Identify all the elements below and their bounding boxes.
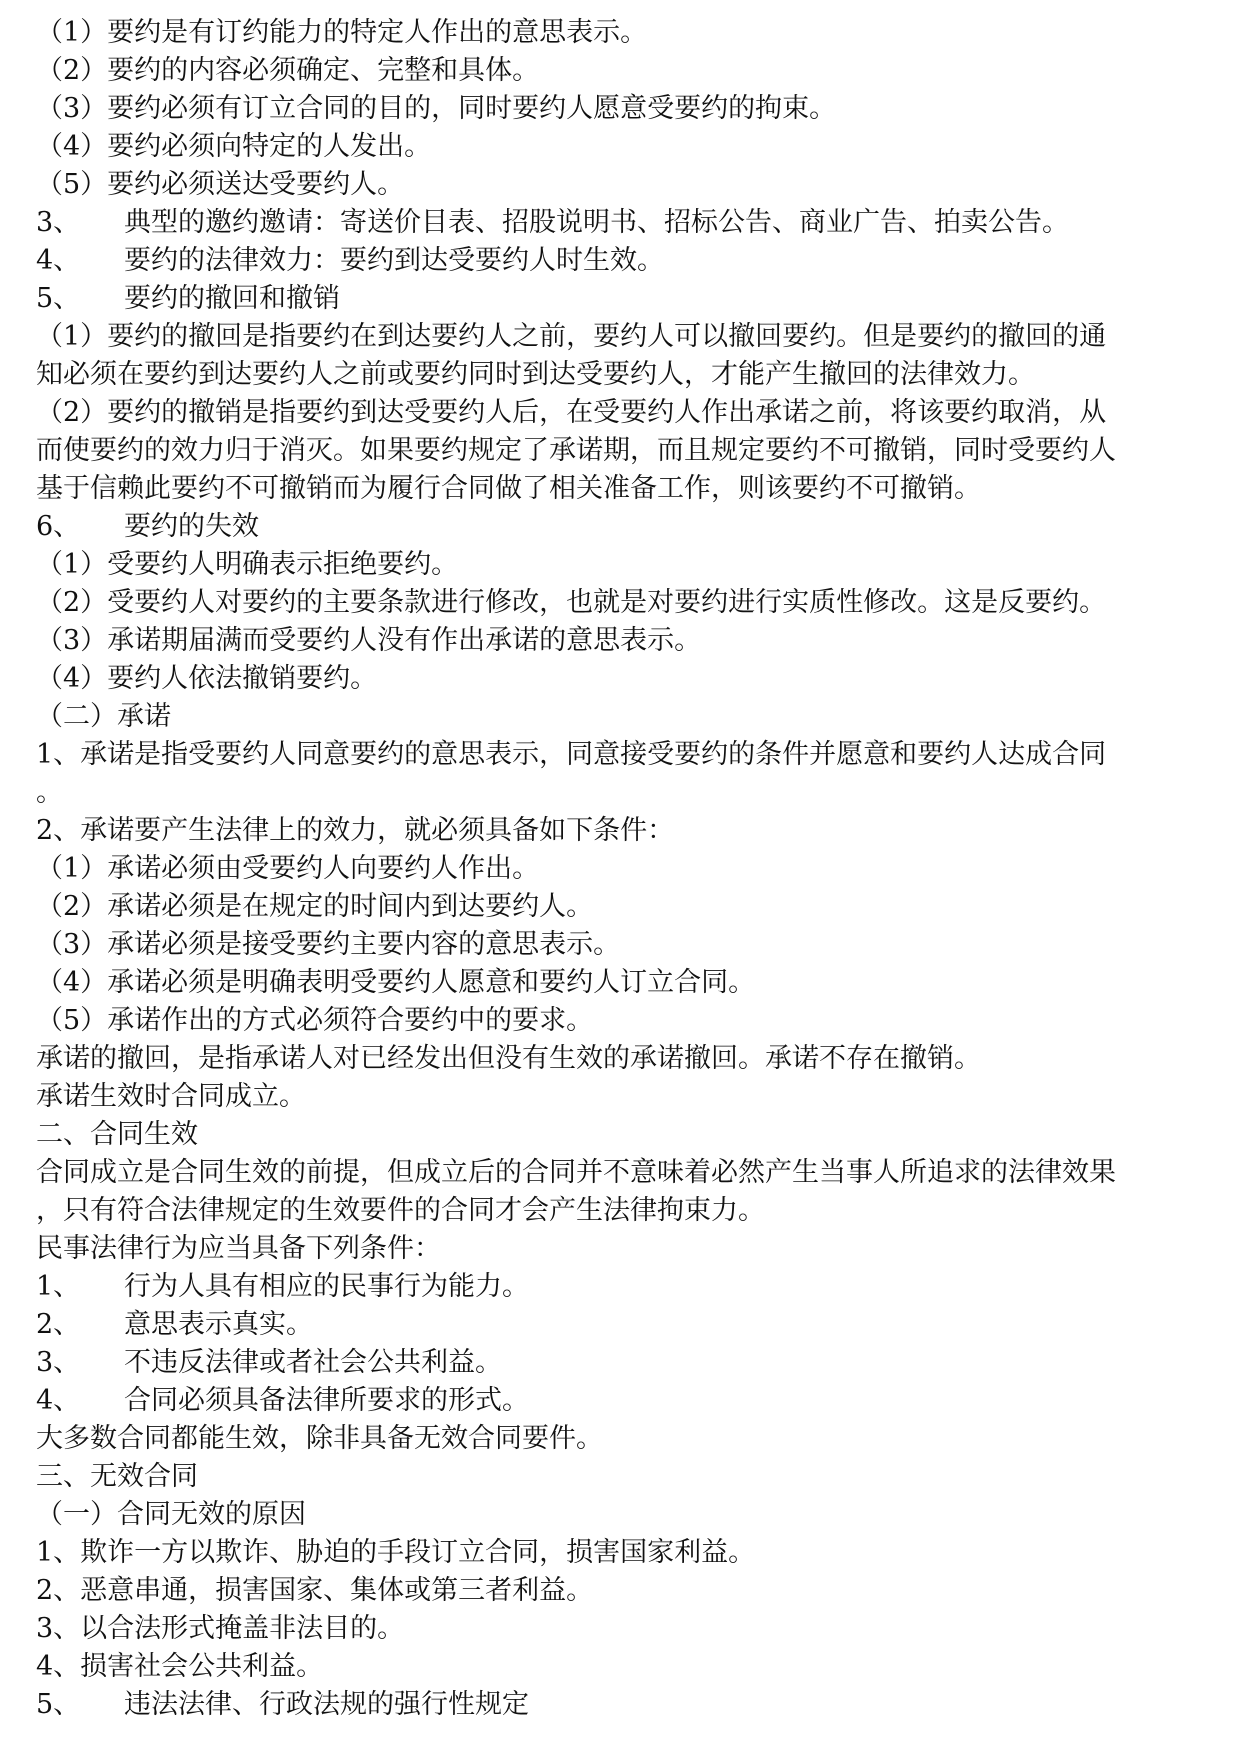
list-number: 1、	[36, 1271, 81, 1302]
text-line	[36, 280, 1216, 318]
list-number: 5、	[36, 283, 81, 314]
list-text: 要约的撤回和撤销	[124, 283, 340, 314]
text-line: （1）受要约人明确表示拒绝要约。	[36, 549, 459, 580]
list-text: 合同必须具备法律所要求的形式。	[124, 1385, 529, 1416]
text-line	[36, 1382, 1216, 1420]
list-number: 3、	[36, 207, 81, 238]
text-line: （4）要约必须向特定的人发出。	[36, 131, 432, 162]
text-line: （4）承诺必须是明确表明受要约人愿意和要约人订立合同。	[36, 967, 756, 998]
text-line: （1）承诺必须由受要约人向要约人作出。	[36, 853, 540, 884]
text-line: （3）要约必须有订立合同的目的，同时要约人愿意受要约的拘束。	[36, 93, 837, 124]
text-line: 。	[36, 777, 63, 808]
text-line: （2）承诺必须是在规定的时间内到达要约人。	[36, 891, 594, 922]
text-line: 2、恶意串通，损害国家、集体或第三者利益。	[36, 1575, 594, 1606]
text-line: 承诺的撤回，是指承诺人对已经发出但没有生效的承诺撤回。承诺不存在撤销。	[36, 1043, 981, 1074]
text-line: （1）要约是有订约能力的特定人作出的意思表示。	[36, 17, 648, 48]
text-line: 而使要约的效力归于消灭。如果要约规定了承诺期，而且规定要约不可撤销，同时受要约人	[36, 435, 1116, 466]
list-number: 6、	[36, 511, 81, 542]
text-line: 二、合同生效	[36, 1119, 198, 1150]
text-line: （二）承诺	[36, 701, 171, 732]
text-line: 承诺生效时合同成立。	[36, 1081, 306, 1112]
text-line: 1、承诺是指受要约人同意要约的意思表示，同意接受要约的条件并愿意和要约人达成合同	[36, 739, 1107, 770]
text-line: 合同成立是合同生效的前提，但成立后的合同并不意味着必然产生当事人所追求的法律效果	[36, 1157, 1116, 1188]
text-line: 三、无效合同	[36, 1461, 198, 1492]
text-line: （2）受要约人对要约的主要条款进行修改，也就是对要约进行实质性修改。这是反要约。	[36, 587, 1107, 618]
text-line: （1）要约的撤回是指要约在到达要约人之前，要约人可以撤回要约。但是要约的撤回的通	[36, 321, 1107, 352]
text-line: 1、欺诈一方以欺诈、胁迫的手段订立合同，损害国家利益。	[36, 1537, 756, 1568]
text-line: 3、以合法形式掩盖非法目的。	[36, 1613, 405, 1644]
list-number: 4、	[36, 245, 81, 276]
list-text: 典型的邀约邀请：寄送价目表、招股说明书、招标公告、商业广告、拍卖公告。	[124, 207, 1069, 238]
list-number: 5、	[36, 1689, 81, 1720]
list-text: 不违反法律或者社会公共利益。	[124, 1347, 502, 1378]
list-number: 3、	[36, 1347, 81, 1378]
text-line: （3）承诺必须是接受要约主要内容的意思表示。	[36, 929, 621, 960]
list-text: 要约的法律效力：要约到达受要约人时生效。	[124, 245, 664, 276]
text-line	[36, 1344, 1216, 1382]
text-line: （5）承诺作出的方式必须符合要约中的要求。	[36, 1005, 594, 1036]
text-line: 大多数合同都能生效，除非具备无效合同要件。	[36, 1423, 603, 1454]
text-line: 知必须在要约到达要约人之前或要约同时到达受要约人，才能产生撤回的法律效力。	[36, 359, 1035, 390]
list-text: 要约的失效	[124, 511, 259, 542]
text-line: ，只有符合法律规定的生效要件的合同才会产生法律拘束力。	[36, 1195, 765, 1226]
text-line: （4）要约人依法撤销要约。	[36, 663, 378, 694]
text-line: （2）要约的内容必须确定、完整和具体。	[36, 55, 540, 86]
list-number: 2、	[36, 1309, 81, 1340]
text-line	[36, 242, 1216, 280]
text-line	[36, 508, 1216, 546]
text-line: （一）合同无效的原因	[36, 1499, 306, 1530]
text-line: （5）要约必须送达受要约人。	[36, 169, 405, 200]
list-text: 违法法律、行政法规的强行性规定	[124, 1689, 529, 1720]
text-line	[36, 1268, 1216, 1306]
text-line	[36, 204, 1216, 242]
text-line: 基于信赖此要约不可撤销而为履行合同做了相关准备工作，则该要约不可撤销。	[36, 473, 981, 504]
list-number: 4、	[36, 1385, 81, 1416]
text-line: （3）承诺期届满而受要约人没有作出承诺的意思表示。	[36, 625, 702, 656]
text-line	[36, 1686, 1216, 1724]
text-line: 2、承诺要产生法律上的效力，就必须具备如下条件：	[36, 815, 675, 846]
text-line: 4、损害社会公共利益。	[36, 1651, 324, 1682]
list-text: 意思表示真实。	[124, 1309, 313, 1340]
document-page	[36, 14, 1216, 1724]
list-text: 行为人具有相应的民事行为能力。	[124, 1271, 529, 1302]
text-line: （2）要约的撤销是指要约到达受要约人后，在受要约人作出承诺之前，将该要约取消，从	[36, 397, 1107, 428]
text-line: 民事法律行为应当具备下列条件：	[36, 1233, 441, 1264]
text-line	[36, 1306, 1216, 1344]
